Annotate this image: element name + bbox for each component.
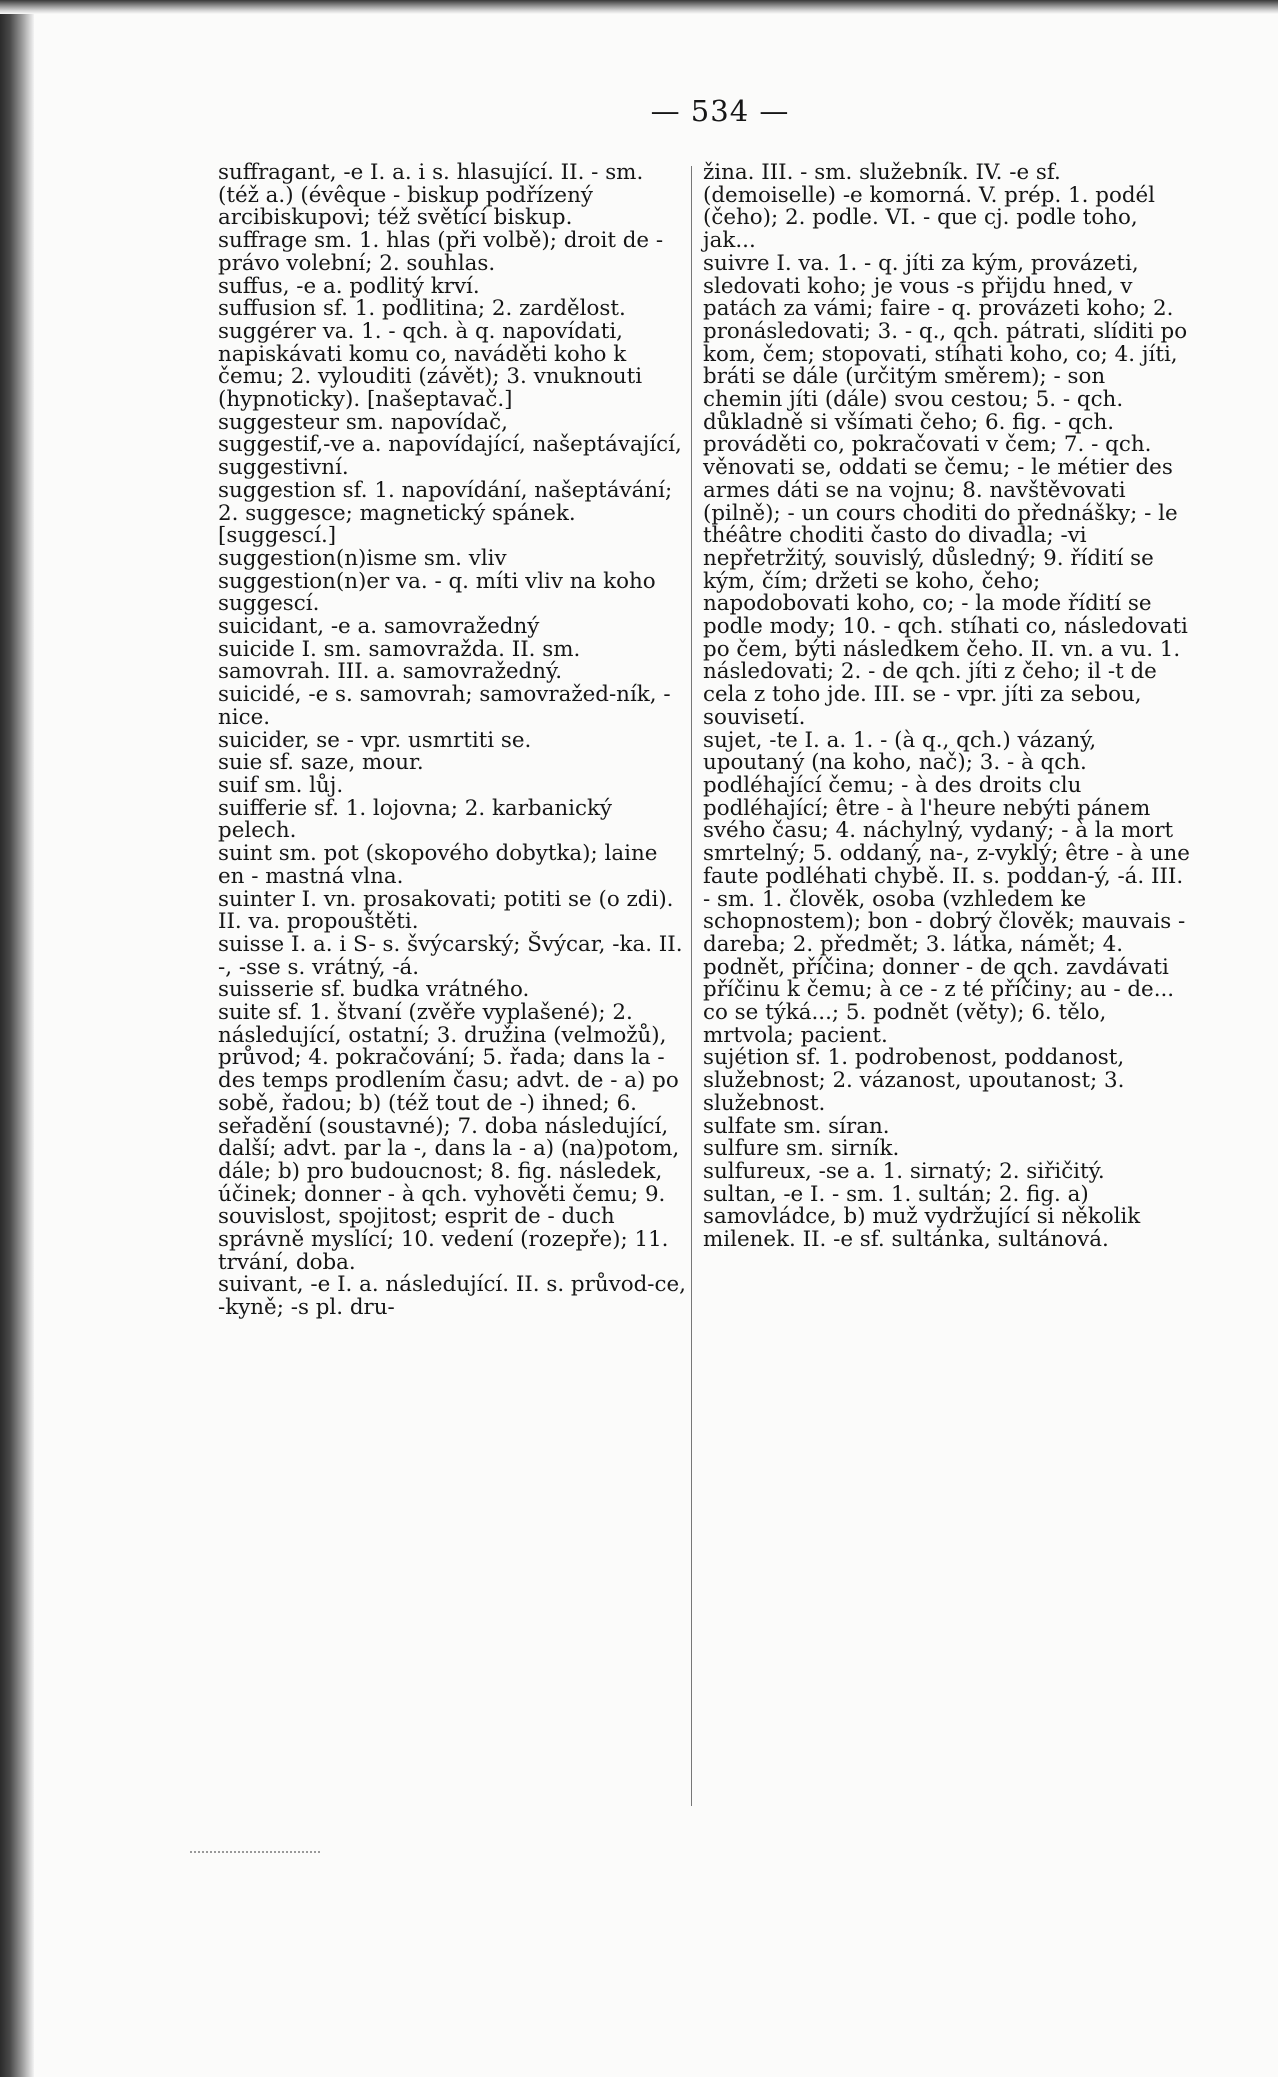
page-number: — 534 —: [650, 94, 790, 128]
entry-sulfureux: sulfureux, -se a. 1. sirnatý; 2. siřičitý.: [703, 1158, 1105, 1184]
entry-sultan: sultan, -e I. - sm. 1. sultán; 2. fig. a) samovládce, b) muž vydržující si několik milenek. II. -e sf. sultánka, sultánová.: [703, 1181, 1141, 1253]
entry-suite: suite sf. 1. štvaní (zvěře vyplašené); 2. následující, ostatní; 3. družina (velmožů), průvod; 4. pokračování; 5. řada; dans la - des temps prodlením času; advt. de - a) po sobě, řadou; b) (též tout de -) ihned; 6. seřadění (soustavné); 7. doba následující, další; advt. par la -, dans la - a) (na)potom, dále; b) pro budoucnost; 8. fig. následek, účinek; donner - à qch. vyhověti čemu; 9. souvislost, spojitost; esprit de - duch správně myslící; 10. vedení (rozepře); 11. trvání, doba.: [218, 1000, 680, 1275]
entry-sulfate: sulfate sm. síran.: [703, 1113, 890, 1139]
entry-suivant: suivant, -e I. a. následující. II. s. průvod-ce, -kyně; -s pl. dru-: [218, 1272, 686, 1321]
entry-suffrage: suffrage sm. 1. hlas (při volbě); droit de - právo volební; 2. souhlas.: [218, 228, 664, 276]
entry-suie: suie sf. saze, mour.: [218, 750, 424, 776]
entry-suggestionnisme: suggestion(n)isme sm. vliv: [218, 545, 507, 571]
entry-suint: suint sm. pot (skopového dobytka); laine en - mastná vlna.: [218, 841, 658, 889]
entry-suicide: suicide I. sm. samovražda. II. sm. samovrah. III. a. samovražedný.: [218, 636, 581, 685]
entry-suicidant: suicidant, -e a. samovražedný: [218, 614, 540, 640]
entry-suggesteur: suggesteur sm. napovídač,: [218, 409, 508, 435]
page-edge-shadow-left: [0, 0, 34, 2077]
entry-sulfure: sulfure sm. sirník.: [703, 1136, 900, 1162]
left-column: [218, 162, 688, 1320]
entry-suisse: suisse I. a. i S- s. švýcarský; Švýcar, -ka. II. -, -sse s. vrátný, -á.: [218, 931, 683, 980]
entry-suicider: suicider, se - vpr. usmrtiti se.: [218, 727, 532, 753]
entry-suggestion: suggestion sf. 1. napovídání, našeptávání; 2. suggesce; magnetický spánek. [suggescí.]: [218, 477, 673, 549]
entry-suggerer: suggérer va. 1. - qch. à q. napovídati, napiskávati komu co, naváděti koho k čemu; 2. vylouditi (závět); 3. vnuknouti (hypnoticky). [našeptavač.]: [218, 318, 643, 413]
entry-suisserie: suisserie sf. budka vrátného.: [218, 977, 530, 1003]
entry-suif: suif sm. lůj.: [218, 772, 344, 798]
entry-suffragant: suffragant, -e I. a. i s. hlasující. II. - sm. (též a.) (évêque - biskup podřízený arcibiskupovi; též světící biskup.: [218, 160, 644, 231]
entry-suggestif: suggestif,-ve a. napovídající, našeptávající, suggestivní.: [218, 432, 682, 481]
entry-suffus: suffus, -e a. podlitý krví.: [218, 273, 480, 299]
entry-suinter: suinter I. vn. prosakovati; potiti se (o zdi). II. va. propouštěti.: [218, 886, 674, 935]
entry-suivre: suivre I. va. 1. - q. jíti za kým, provázeti, sledovati koho; je vous -s přijdu hned, v patách za vámi; faire - q. provázeti koho; 2. pronásledovati; 3. - q., qch. pátrati, slíditi po kom, čem; stopovati, stíhati koho, co; 4. jíti, bráti se dále (určitým směrem); - son chemin jíti (dále) svou cestou; 5. - qch. důkladně si všímati čeho; 6. fig. - qch. prováděti co, pokračovati v čem; 7. - qch. věnovati se, oddati se čemu; - le métier des armes dáti se na vojnu; 8. navštěvovati (pilně); - un cours choditi do přednášky; - le théâtre choditi často do divadla; -vi nepřetržitý, souvislý, důsledný; 9. řídití se kým, čím; držeti se koho, čeho; napodobovati koho, co; - la mode řídití se podle mody; 10. - qch. stíhati co, následovati po čem, býti následkem čeho. II. vn. a vu. 1. následovati; 2. - de qch. jíti z čeho; il -t de cela z toho jde. III. se - vpr. jíti za sebou, souvisetí.: [703, 250, 1188, 730]
entry-suicide-noun: suicidé, -e s. samovrah; samovražed-ník, -nice.: [218, 682, 671, 730]
entry-suifferie: suifferie sf. 1. lojovna; 2. karbanický pelech.: [218, 795, 613, 844]
entry-sujet: sujet, -te I. a. 1. - (à q., qch.) vázaný, upoutaný (na koho, nač); 3. - à qch. podléhající čemu; - à des droits clu podléhající; être - à l'heure nebýti pánem svého času; 4. náchylný, vydaný; - à la mort smrtelný; 5. oddaný, na-, z-vyklý; être - à une faute podléhati chybě. II. s. poddan-ý, -á. III. - sm. 1. člověk, osoba (vzhledem ke schopnostem); bon - dobrý člověk; mauvais - dareba; 2. předmět; 3. látka, námět; 4. podnět, příčina; donner - de qch. zavdávati příčinu k čemu; à ce - z té příčiny; au - de... co se týká...; 5. podnět (věty); 6. tělo, mrtvola; pacient.: [703, 727, 1190, 1048]
column-divider: [691, 166, 692, 1806]
entry-suivant-continued: žina. III. - sm. služebník. IV. -e sf. (demoiselle) -e komorná. V. prép. 1. podél (čeho); 2. podle. VI. - que cj. podle toho, jak...: [703, 160, 1156, 254]
right-column: [703, 162, 1191, 1252]
entry-suffusion: suffusion sf. 1. podlitina; 2. zardělost.: [218, 296, 626, 322]
bottom-dotted-mark: [190, 1851, 320, 1855]
page-edge-shadow-top: [0, 0, 1278, 14]
entry-sujetion: sujétion sf. 1. podrobenost, poddanost, služebnost; 2. vázanost, upoutanost; 3. služebnost.: [703, 1045, 1125, 1116]
entry-suggestionner: suggestion(n)er va. - q. míti vliv na koho suggescí.: [218, 568, 656, 617]
